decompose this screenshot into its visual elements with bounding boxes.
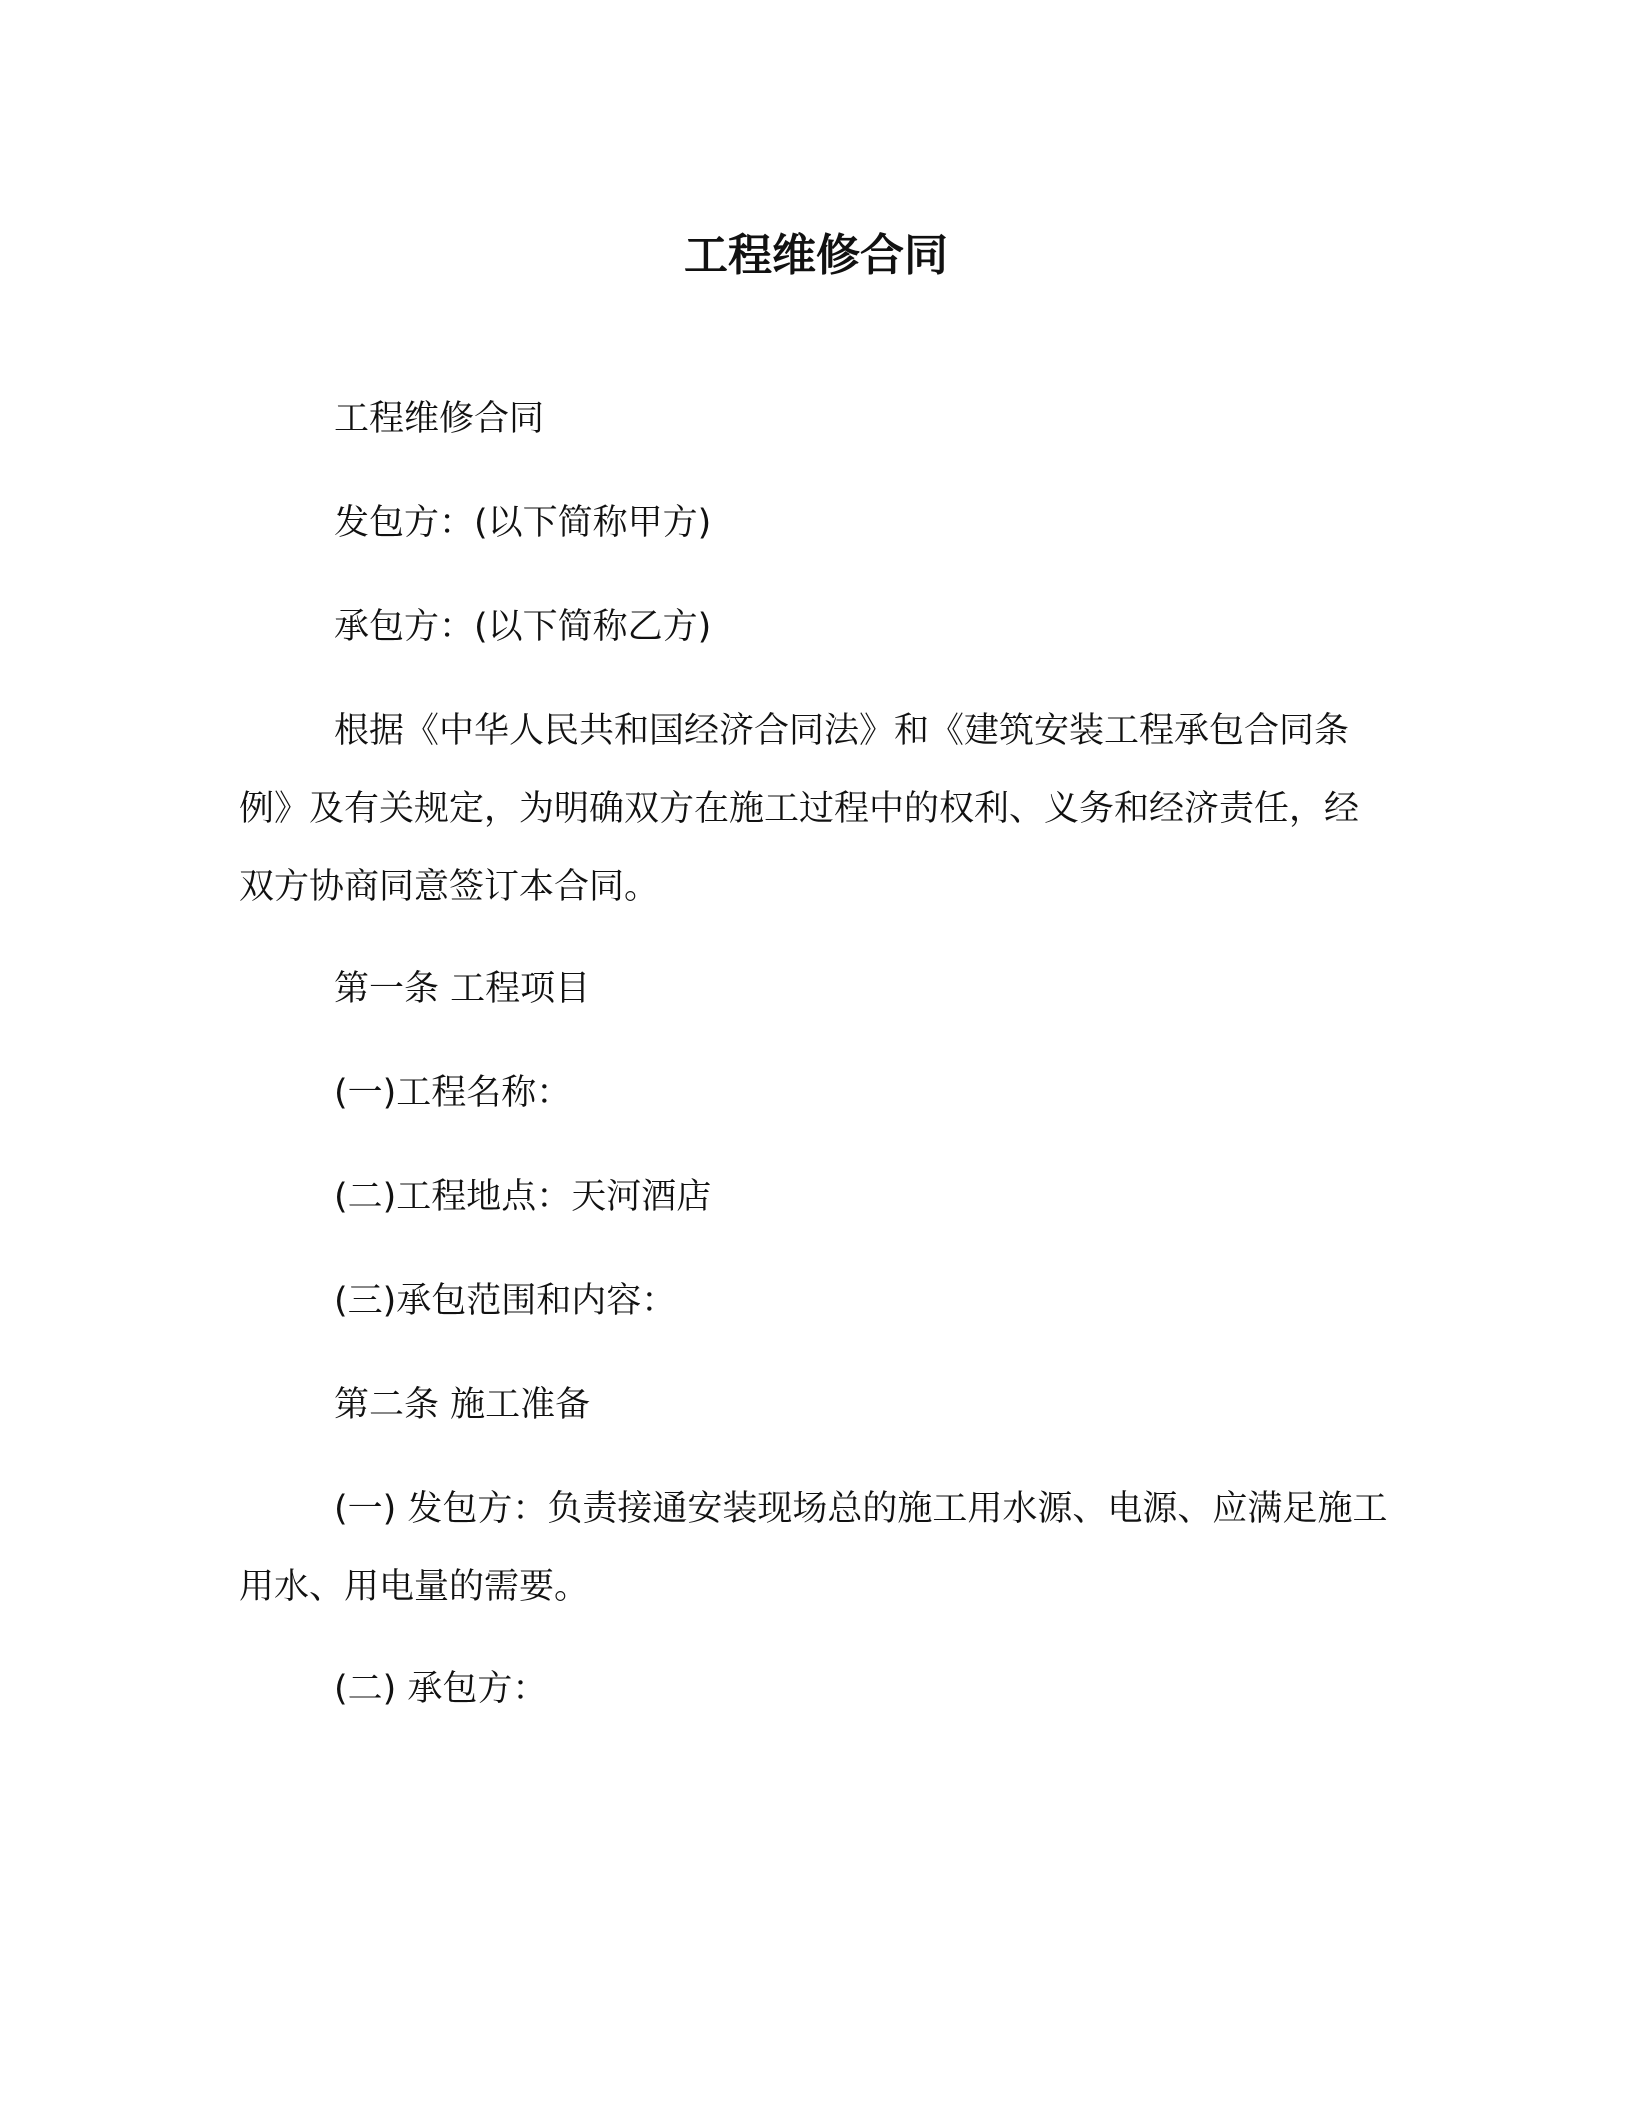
paragraph-employer: 发包方：(以下简称甲方) [334,503,712,543]
paragraph-subtitle: 工程维修合同 [334,399,545,439]
document-title: 工程维修合同 [684,230,948,281]
article-1-heading: 第一条 工程项目 [334,969,591,1009]
article-1-item-1: (一)工程名称： [334,1073,572,1113]
paragraph-preamble: 根据《中华人民共和国经济合同法》和《建筑安装工程承包合同条例》及有关规定，为明确双方在施工过程中的权利、义务和经济责任，经双方协商同意签订本合同。 [239,711,1360,907]
article-1-item-2: (二)工程地点：天河酒店 [334,1177,712,1217]
article-2-item-2: (二) 承包方： [334,1669,548,1709]
article-1-item-3: (三)承包范围和内容： [334,1281,677,1321]
article-2-heading: 第二条 施工准备 [334,1385,591,1425]
article-2-item-1: (一) 发包方：负责接通安装现场总的施工用水源、电源、应满足施工用水、用电量的需要。 [239,1489,1388,1607]
paragraph-contractor: 承包方：(以下简称乙方) [334,607,712,647]
